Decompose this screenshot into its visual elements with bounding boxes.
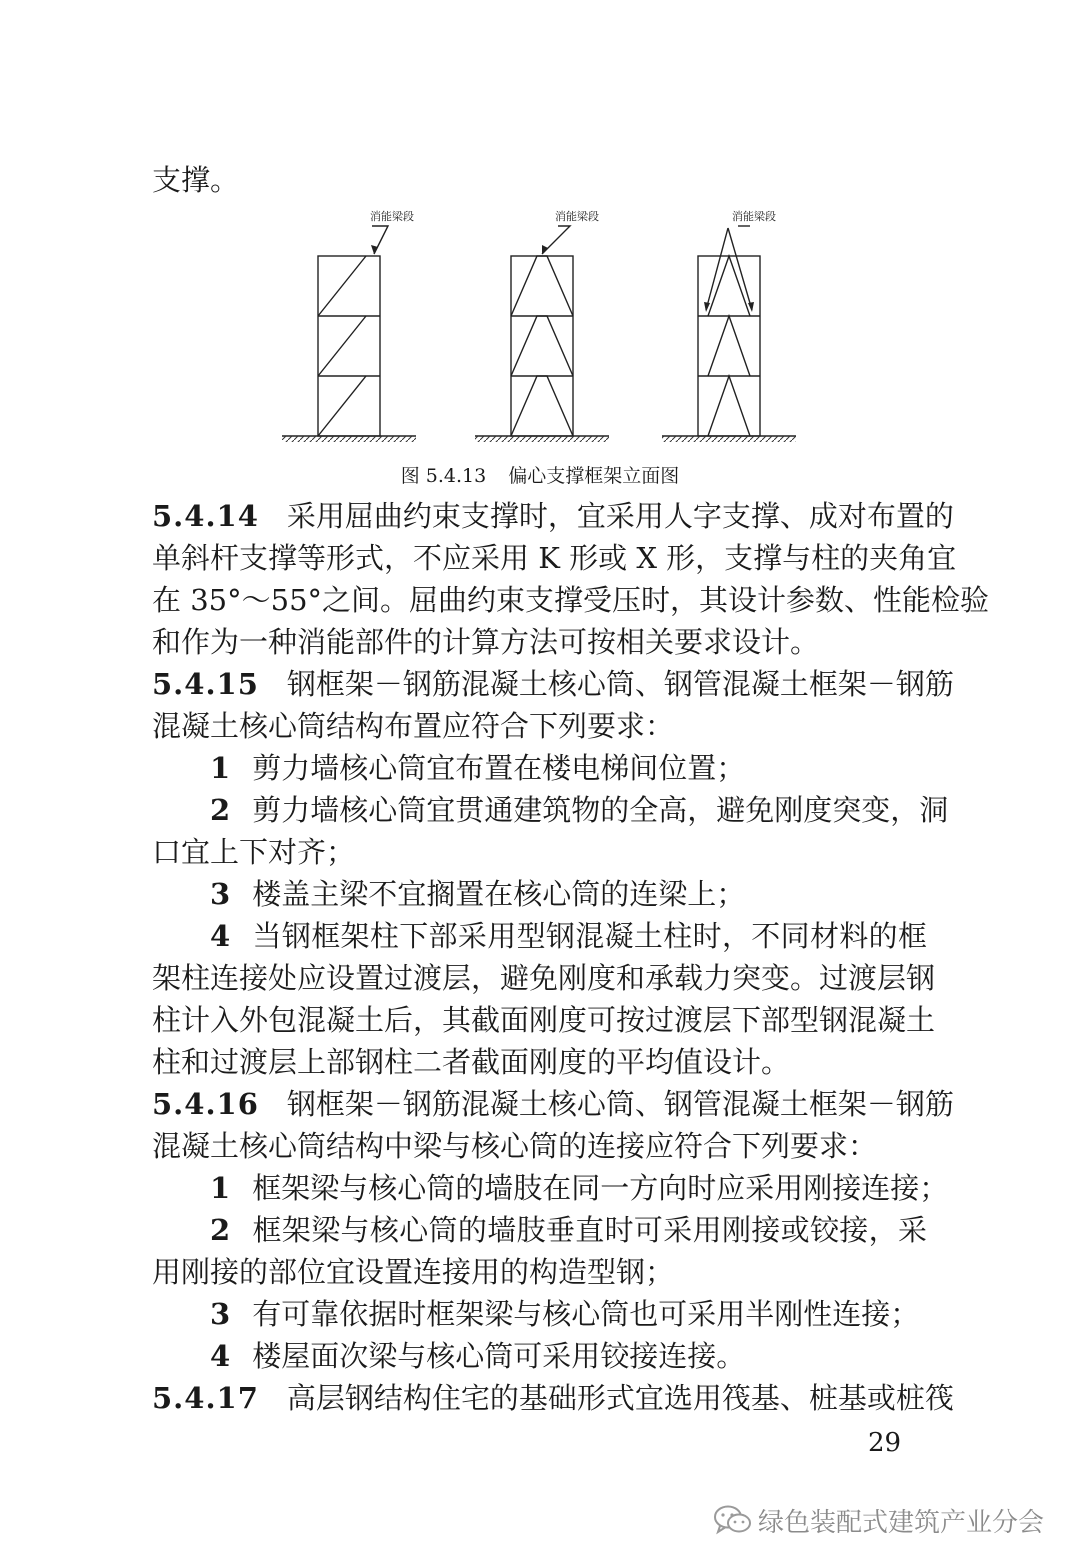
s16-item-1: 1 框架梁与核心筒的墙肢在同一方向时应采用刚接连接； [210,1171,949,1205]
s16-line-2: 混凝土核心筒结构中梁与核心筒的连接应符合下列要求： [152,1129,878,1163]
source-watermark [712,1496,1052,1544]
s14-line-4: 和作为一种消能部件的计算方法可按相关要求设计。 [152,625,820,659]
figure-caption-title: 偏心支撑框架立面图 [508,465,680,487]
s15-line-2: 混凝土核心筒结构布置应符合下列要求： [152,709,675,743]
s15-item-4-cont-1: 架柱连接处应设置过渡层，避免刚度和承载力突变。过渡层钢 [152,961,936,995]
clause-number: 5.4.14 [152,499,259,533]
s16-item-2-cont: 用刚接的部位宜设置连接用的构造型钢； [152,1255,675,1289]
s15-item-3: 3 楼盖主梁不宜搁置在核心筒的连梁上； [210,877,746,911]
link-label-right: 消能梁段 [732,210,776,223]
frame-right [698,256,760,436]
link-label-middle: 消能梁段 [555,210,599,223]
s15-item-2-cont: 口宜上下对齐； [152,835,356,869]
clause-number: 5.4.17 [152,1381,259,1415]
s15-item-4-cont-2: 柱计入外包混凝土后，其截面刚度可按过渡层下部型钢混凝土 [152,1003,936,1037]
frame-left [318,256,380,436]
s16-item-3: 3 有可靠依据时框架梁与核心筒也可采用半刚性连接； [210,1297,920,1331]
link-label-left: 消能梁段 [370,210,414,223]
s14-line-2: 单斜杆支撑等形式，不应采用 K 形或 X 形，支撑与柱的夹角宜 [152,541,957,575]
intro-line: 支撑。 [152,163,240,197]
page-number: 29 [868,1428,902,1458]
s15-line-1: 5.4.15 钢框架－钢筋混凝土核心筒、钢管混凝土框架－钢筋 [152,667,954,701]
s15-item-1: 1 剪力墙核心筒宜布置在楼电梯间位置； [210,751,746,785]
s16-item-4: 4 楼屋面次梁与核心筒可采用铰接连接。 [210,1339,746,1373]
s16-line-1: 5.4.16 钢框架－钢筋混凝土核心筒、钢管混凝土框架－钢筋 [152,1087,954,1121]
clause-number: 5.4.16 [152,1087,259,1121]
watermark-text: 绿色装配式建筑产业分会 [758,1507,1045,1538]
s15-item-4: 4 当钢框架柱下部采用型钢混凝土柱时，不同材料的框 [210,919,927,953]
figure-caption-number: 图 5.4.13 [400,465,487,487]
eccentric-brace-frame-figure [270,200,810,450]
s14-line-3: 在 35°～55°之间。屈曲约束支撑受压时，其设计参数、性能检验 [152,583,990,617]
s16-item-2: 2 框架梁与核心筒的墙肢垂直时可采用刚接或铰接，采 [210,1213,927,1247]
s17-line-1: 5.4.17 高层钢结构住宅的基础形式宜选用筏基、桩基或桩筏 [152,1381,954,1415]
s14-line-1: 5.4.14 采用屈曲约束支撑时，宜采用人字支撑、成对布置的 [152,499,954,533]
s15-item-4-cont-3: 柱和过渡层上部钢柱二者截面刚度的平均值设计。 [152,1045,791,1079]
wechat-icon [712,1502,754,1538]
ground-hatch [282,436,796,442]
s15-item-2: 2 剪力墙核心筒宜贯通建筑物的全高，避免刚度突变，洞 [210,793,949,827]
clause-number: 5.4.15 [152,667,259,701]
frame-middle [511,256,573,436]
figure-caption [0,462,1080,490]
